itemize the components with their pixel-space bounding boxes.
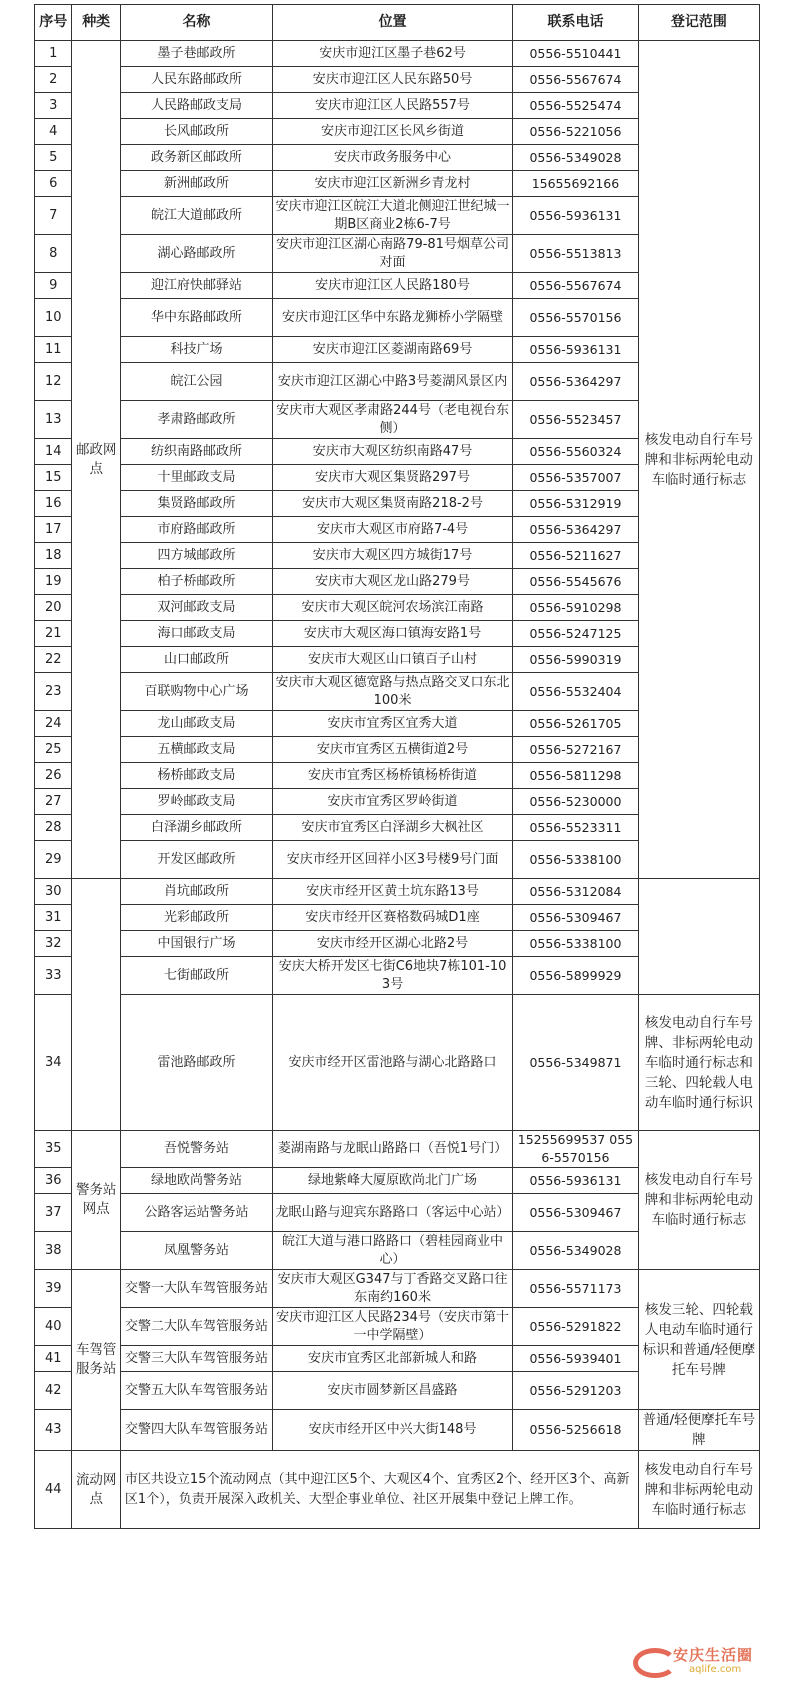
row-number: 20 — [35, 595, 72, 621]
header-no: 序号 — [35, 5, 72, 41]
site-phone: 0556-5312919 — [513, 491, 639, 517]
site-location: 安庆市大观区皖河农场滨江南路 — [272, 595, 512, 621]
site-location: 皖江大道与港口路路口（碧桂园商业中心） — [272, 1232, 512, 1270]
site-location: 安庆市经开区黄土坑东路13号 — [272, 879, 512, 905]
registration-scope — [638, 879, 759, 995]
watermark-text: 安庆生活圈 — [673, 1646, 754, 1664]
site-name: 山口邮政所 — [120, 647, 272, 673]
site-name: 五横邮政支局 — [120, 737, 272, 763]
header-scope: 登记范围 — [638, 5, 759, 41]
site-location: 安庆市圆梦新区昌盛路 — [272, 1372, 512, 1410]
site-name: 皖江公园 — [120, 363, 272, 401]
row-number: 32 — [35, 931, 72, 957]
site-phone: 0556-5571173 — [513, 1270, 639, 1308]
registration-scope: 核发电动自行车号牌和非标两轮电动车临时通行标志 — [638, 1131, 759, 1270]
site-location: 安庆市经开区雷池路与湖心北路路口 — [272, 995, 512, 1131]
row-number: 44 — [35, 1451, 72, 1529]
site-phone: 0556-5570156 — [513, 299, 639, 337]
row-number: 30 — [35, 879, 72, 905]
site-location: 安庆市迎江区人民路234号（安庆市第十一中学隔壁） — [272, 1308, 512, 1346]
row-number: 1 — [35, 41, 72, 67]
row-number: 16 — [35, 491, 72, 517]
row-number: 8 — [35, 235, 72, 273]
site-name: 龙山邮政支局 — [120, 711, 272, 737]
site-location: 安庆市大观区四方城街17号 — [272, 543, 512, 569]
site-location: 安庆市迎江区人民东路50号 — [272, 67, 512, 93]
site-phone: 0556-5349028 — [513, 145, 639, 171]
site-location: 安庆市大观区纺织南路47号 — [272, 439, 512, 465]
site-phone: 0556-5910298 — [513, 595, 639, 621]
site-name: 孝肃路邮政所 — [120, 401, 272, 439]
site-name: 吾悦警务站 — [120, 1131, 272, 1168]
site-phone: 0556-5256618 — [513, 1410, 639, 1451]
site-name: 湖心路邮政所 — [120, 235, 272, 273]
row-number: 34 — [35, 995, 72, 1131]
site-location: 安庆市政务服务中心 — [272, 145, 512, 171]
site-location: 安庆市大观区山口镇百子山村 — [272, 647, 512, 673]
site-location: 安庆市宜秀区宜秀大道 — [272, 711, 512, 737]
row-number: 6 — [35, 171, 72, 197]
site-location: 安庆市大观区孝肃路244号（老电视台东侧） — [272, 401, 512, 439]
site-phone: 0556-5338100 — [513, 841, 639, 879]
row-number: 14 — [35, 439, 72, 465]
category-cell — [72, 879, 120, 1131]
site-location: 安庆市迎江区墨子巷62号 — [272, 41, 512, 67]
row-number: 27 — [35, 789, 72, 815]
registration-scope: 核发电动自行车号牌和非标两轮电动车临时通行标志 — [638, 1451, 759, 1529]
site-phone: 0556-5230000 — [513, 789, 639, 815]
site-name: 交警三大队车驾管服务站 — [120, 1346, 272, 1372]
site-name: 白泽湖乡邮政所 — [120, 815, 272, 841]
row-number: 15 — [35, 465, 72, 491]
site-phone: 0556-5309467 — [513, 905, 639, 931]
row-number: 22 — [35, 647, 72, 673]
site-phone: 0556-5936131 — [513, 1168, 639, 1194]
site-location: 菱湖南路与龙眠山路路口（吾悦1号门） — [272, 1131, 512, 1168]
site-name: 罗岭邮政支局 — [120, 789, 272, 815]
row-number: 5 — [35, 145, 72, 171]
site-location: 安庆市宜秀区北部新城人和路 — [272, 1346, 512, 1372]
site-phone: 0556-5261705 — [513, 711, 639, 737]
site-name: 交警五大队车驾管服务站 — [120, 1372, 272, 1410]
table-row-mobile — [35, 1451, 760, 1529]
site-name: 迎江府快邮驿站 — [120, 273, 272, 299]
site-location: 安庆市大观区市府路7-4号 — [272, 517, 512, 543]
site-name: 长风邮政所 — [120, 119, 272, 145]
site-location: 安庆市大观区海口镇海安路1号 — [272, 621, 512, 647]
row-number: 11 — [35, 337, 72, 363]
site-location: 安庆市大观区集贤南路218-2号 — [272, 491, 512, 517]
site-location: 安庆大桥开发区七街C6地块7栋101-103号 — [272, 957, 512, 995]
site-phone: 0556-5309467 — [513, 1194, 639, 1232]
row-number: 38 — [35, 1232, 72, 1270]
site-phone: 0556-5523311 — [513, 815, 639, 841]
site-name: 纺织南路邮政所 — [120, 439, 272, 465]
site-phone: 15255699537 0556-5570156 — [513, 1131, 639, 1168]
site-name: 人民东路邮政所 — [120, 67, 272, 93]
site-location: 安庆市宜秀区白泽湖乡大枫社区 — [272, 815, 512, 841]
row-number: 12 — [35, 363, 72, 401]
site-name: 科技广场 — [120, 337, 272, 363]
site-location: 安庆市迎江区长风乡街道 — [272, 119, 512, 145]
site-phone: 0556-5364297 — [513, 363, 639, 401]
row-number: 43 — [35, 1410, 72, 1451]
site-location: 安庆市大观区G347与丁香路交叉路口往东南约160米 — [272, 1270, 512, 1308]
row-number: 4 — [35, 119, 72, 145]
site-phone: 0556-5312084 — [513, 879, 639, 905]
header-name: 名称 — [120, 5, 272, 41]
site-location: 安庆市宜秀区杨桥镇杨桥街道 — [272, 763, 512, 789]
category-cell: 警务站网点 — [72, 1131, 120, 1270]
site-name: 墨子巷邮政所 — [120, 41, 272, 67]
site-name: 政务新区邮政所 — [120, 145, 272, 171]
site-name: 海口邮政支局 — [120, 621, 272, 647]
header-phone: 联系电话 — [513, 5, 639, 41]
header-location: 位置 — [272, 5, 512, 41]
site-name: 集贤路邮政所 — [120, 491, 272, 517]
site-name: 人民路邮政支局 — [120, 93, 272, 119]
site-name: 凤凰警务站 — [120, 1232, 272, 1270]
site-name: 交警一大队车驾管服务站 — [120, 1270, 272, 1308]
site-phone: 0556-5560324 — [513, 439, 639, 465]
site-phone: 0556-5221056 — [513, 119, 639, 145]
site-name: 十里邮政支局 — [120, 465, 272, 491]
site-phone: 0556-5567674 — [513, 273, 639, 299]
site-phone: 0556-5567674 — [513, 67, 639, 93]
site-phone: 0556-5211627 — [513, 543, 639, 569]
table-row — [35, 879, 760, 905]
site-phone: 0556-5545676 — [513, 569, 639, 595]
category-cell: 邮政网点 — [72, 41, 120, 879]
site-name: 光彩邮政所 — [120, 905, 272, 931]
site-location: 安庆市迎江区湖心南路79-81号烟草公司对面 — [272, 235, 512, 273]
site-name: 肖坑邮政所 — [120, 879, 272, 905]
row-number: 29 — [35, 841, 72, 879]
table-row — [35, 1270, 760, 1308]
site-phone: 0556-5532404 — [513, 673, 639, 711]
site-location: 安庆市经开区中兴大街148号 — [272, 1410, 512, 1451]
site-location: 安庆市大观区德宽路与热点路交叉口东北100米 — [272, 673, 512, 711]
table-row — [35, 995, 760, 1131]
row-number: 21 — [35, 621, 72, 647]
row-number: 10 — [35, 299, 72, 337]
site-phone: 0556-5525474 — [513, 93, 639, 119]
site-phone: 0556-5247125 — [513, 621, 639, 647]
row-number: 9 — [35, 273, 72, 299]
row-number: 39 — [35, 1270, 72, 1308]
site-name: 交警二大队车驾管服务站 — [120, 1308, 272, 1346]
header-row — [35, 5, 760, 41]
site-name: 杨桥邮政支局 — [120, 763, 272, 789]
site-phone: 0556-5939401 — [513, 1346, 639, 1372]
row-number: 36 — [35, 1168, 72, 1194]
registration-scope: 普通/轻便摩托车号牌 — [638, 1410, 759, 1451]
site-location: 安庆市经开区湖心北路2号 — [272, 931, 512, 957]
row-number: 18 — [35, 543, 72, 569]
row-number: 13 — [35, 401, 72, 439]
site-name: 中国银行广场 — [120, 931, 272, 957]
row-number: 28 — [35, 815, 72, 841]
site-phone: 0556-5357007 — [513, 465, 639, 491]
site-phone: 0556-5990319 — [513, 647, 639, 673]
registration-scope: 核发电动自行车号牌和非标两轮电动车临时通行标志 — [638, 41, 759, 879]
site-name: 百联购物中心广场 — [120, 673, 272, 711]
row-number: 24 — [35, 711, 72, 737]
site-location: 安庆市迎江区菱湖南路69号 — [272, 337, 512, 363]
site-location: 安庆市大观区集贤路297号 — [272, 465, 512, 491]
site-name: 绿地欧尚警务站 — [120, 1168, 272, 1194]
site-name: 七街邮政所 — [120, 957, 272, 995]
row-number: 25 — [35, 737, 72, 763]
row-number: 31 — [35, 905, 72, 931]
registration-sites-table — [34, 4, 760, 1529]
row-number: 19 — [35, 569, 72, 595]
site-name: 华中东路邮政所 — [120, 299, 272, 337]
table-row — [35, 1410, 760, 1451]
site-phone: 0556-5811298 — [513, 763, 639, 789]
row-number: 40 — [35, 1308, 72, 1346]
site-name: 市府路邮政所 — [120, 517, 272, 543]
mobile-description: 市区共设立15个流动网点（其中迎江区5个、大观区4个、宜秀区2个、经开区3个、高新区1个），负责开展深入政机关、大型企事业单位、社区开展集中登记上牌工作。 — [120, 1451, 638, 1529]
site-phone: 0556-5349871 — [513, 995, 639, 1131]
site-name: 皖江大道邮政所 — [120, 197, 272, 235]
site-phone: 0556-5291203 — [513, 1372, 639, 1410]
site-phone: 0556-5364297 — [513, 517, 639, 543]
table-row — [35, 41, 760, 67]
watermark-logo-icon — [633, 1648, 677, 1678]
site-location: 安庆市迎江区新洲乡青龙村 — [272, 171, 512, 197]
site-phone: 0556-5272167 — [513, 737, 639, 763]
site-name: 新洲邮政所 — [120, 171, 272, 197]
site-location: 安庆市迎江区人民路557号 — [272, 93, 512, 119]
site-name: 交警四大队车驾管服务站 — [120, 1410, 272, 1451]
site-phone: 15655692166 — [513, 171, 639, 197]
row-number: 33 — [35, 957, 72, 995]
site-location: 龙眠山路与迎宾东路路口（客运中心站） — [272, 1194, 512, 1232]
site-location: 安庆市宜秀区罗岭街道 — [272, 789, 512, 815]
table-body — [35, 41, 760, 1529]
site-watermark — [633, 1644, 783, 1680]
row-number: 41 — [35, 1346, 72, 1372]
category-cell: 车驾管服务站 — [72, 1270, 120, 1451]
site-location: 安庆市大观区龙山路279号 — [272, 569, 512, 595]
site-phone: 0556-5510441 — [513, 41, 639, 67]
row-number: 7 — [35, 197, 72, 235]
row-number: 17 — [35, 517, 72, 543]
watermark-url: aqlife.com — [689, 1664, 742, 1675]
site-location: 安庆市宜秀区五横街道2号 — [272, 737, 512, 763]
site-phone: 0556-5349028 — [513, 1232, 639, 1270]
header-category: 种类 — [72, 5, 120, 41]
site-location: 绿地紫峰大厦原欧尚北门广场 — [272, 1168, 512, 1194]
site-phone: 0556-5936131 — [513, 197, 639, 235]
site-location: 安庆市经开区赛格数码城D1座 — [272, 905, 512, 931]
row-number: 2 — [35, 67, 72, 93]
registration-scope: 核发电动自行车号牌、非标两轮电动车临时通行标志和三轮、四轮载人电动车临时通行标识 — [638, 995, 759, 1131]
site-location: 安庆市迎江区华中东路龙狮桥小学隔壁 — [272, 299, 512, 337]
site-name: 公路客运站警务站 — [120, 1194, 272, 1232]
site-phone: 0556-5523457 — [513, 401, 639, 439]
site-location: 安庆市迎江区人民路180号 — [272, 273, 512, 299]
site-location: 安庆市经开区回祥小区3号楼9号门面 — [272, 841, 512, 879]
site-name: 双河邮政支局 — [120, 595, 272, 621]
row-number: 23 — [35, 673, 72, 711]
category-cell: 流动网点 — [72, 1451, 120, 1529]
site-name: 四方城邮政所 — [120, 543, 272, 569]
row-number: 37 — [35, 1194, 72, 1232]
site-name: 雷池路邮政所 — [120, 995, 272, 1131]
site-phone: 0556-5936131 — [513, 337, 639, 363]
row-number: 42 — [35, 1372, 72, 1410]
site-location: 安庆市迎江区湖心中路3号菱湖风景区内 — [272, 363, 512, 401]
site-name: 开发区邮政所 — [120, 841, 272, 879]
table-row — [35, 1131, 760, 1168]
site-location: 安庆市迎江区皖江大道北侧迎江世纪城一期B区商业2栋6-7号 — [272, 197, 512, 235]
row-number: 35 — [35, 1131, 72, 1168]
site-phone: 0556-5338100 — [513, 931, 639, 957]
site-name: 柏子桥邮政所 — [120, 569, 272, 595]
site-phone: 0556-5513813 — [513, 235, 639, 273]
row-number: 26 — [35, 763, 72, 789]
site-phone: 0556-5899929 — [513, 957, 639, 995]
row-number: 3 — [35, 93, 72, 119]
site-phone: 0556-5291822 — [513, 1308, 639, 1346]
registration-scope: 核发三轮、四轮载人电动车临时通行标识和普通/轻便摩托车号牌 — [638, 1270, 759, 1410]
